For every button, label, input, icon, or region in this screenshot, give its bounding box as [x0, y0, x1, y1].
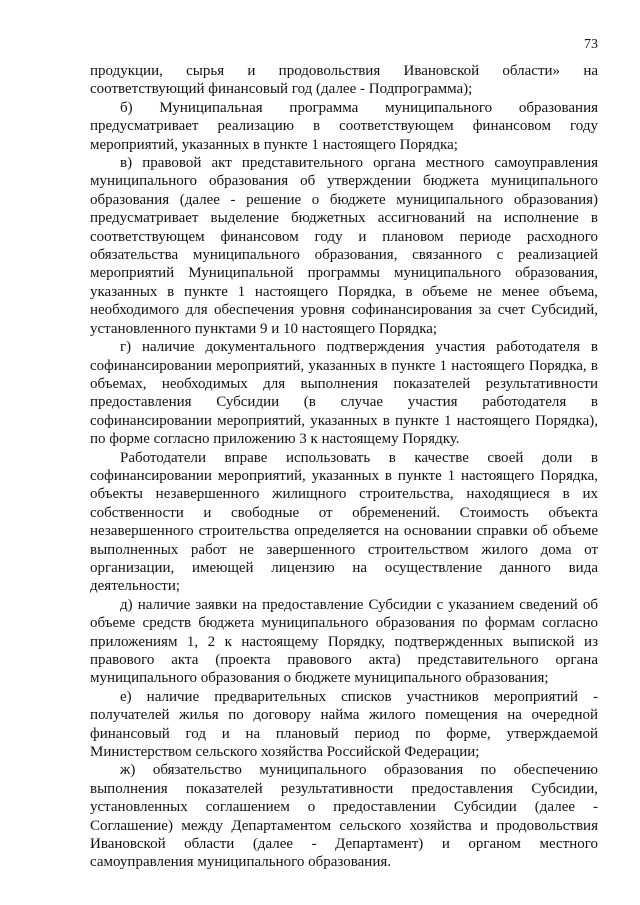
paragraph-item-zh: ж) обязательство муниципального образования по обеспечению выполнения показателей результативности предоставления Субсидии, установленных соглашением о предоставлении Субсидии (далее - Соглашение) между Департаментом сельского хозяйства и продовольствия Ивановской области (далее - Департамент) и органом местного самоуправления муниципального образования. [90, 762, 598, 871]
paragraph-item-g: г) наличие документального подтверждения участия работодателя в софинансировании мероприятий, указанных в пункте 1 настоящего Порядка, в объемах, необходимых для выполнения показателей результативности предоставления Субсидии (в случае участия работодателя в софинансировании мероприятий, указанных в пункте 1 настоящего Порядка), по форме согласно приложению 3 к настоящему Порядку. [90, 339, 598, 448]
document-body [90, 62, 598, 872]
paragraph-item-e: е) наличие предварительных списков участников мероприятий - получателей жилья по договору найма жилого помещения на очередной финансовый год и на плановый период по форме, утверждаемой Министерством сельского хозяйства Российской Федерации; [90, 688, 598, 761]
paragraph-item-v: в) правовой акт представительного органа местного самоуправления муниципального образования об утверждении бюджета муниципального образования (далее - решение о бюджете муниципального образования) предусматривает выделение бюджетных ассигнований на исполнение в соответствующем финансовом году и плановом периоде расходного обязательства муниципального образования, связанного с реализацией мероприятий Муниципальной программы муниципального образования, указанных в пункте 1 настоящего Порядка, в объеме не менее объема, необходимого для обеспечения уровня софинансирования за счет Субсидий, установленного пунктами 9 и 10 настоящего Порядка; [90, 155, 598, 337]
paragraph-continuation: продукции, сырья и продовольствия Ивановской области» на соответствующий финансовый год (далее - Подпрограмма); [90, 63, 598, 98]
paragraph-item-d: д) наличие заявки на предоставление Субсидии с указанием сведений об объеме средств бюджета муниципального образования по формам согласно приложениям 1, 2 к настоящему Порядку, подтвержденных выпиской из правового акта (проекта правового акта) представительного органа муниципального образования о бюджете муниципального образования; [90, 596, 598, 687]
page-number: 73 [584, 37, 598, 52]
paragraph-employers: Работодатели вправе использовать в качестве своей доли в софинансировании мероприятий, указанных в пункте 1 настоящего Порядка, объекты незавершенного жилищного строительства, находящиеся в их собственности и свободные от обременений. Стоимость объекта незавершенного строительства определяется на основании справки об объеме выполненных работ не завершенного строительством жилого дома от организации, имеющей лицензию на осуществление данного вида деятельности; [90, 449, 598, 595]
paragraph-item-b: б) Муниципальная программа муниципального образования предусматривает реализацию в соответствующем финансовом году мероприятий, указанных в пункте 1 настоящего Порядка; [90, 99, 598, 153]
